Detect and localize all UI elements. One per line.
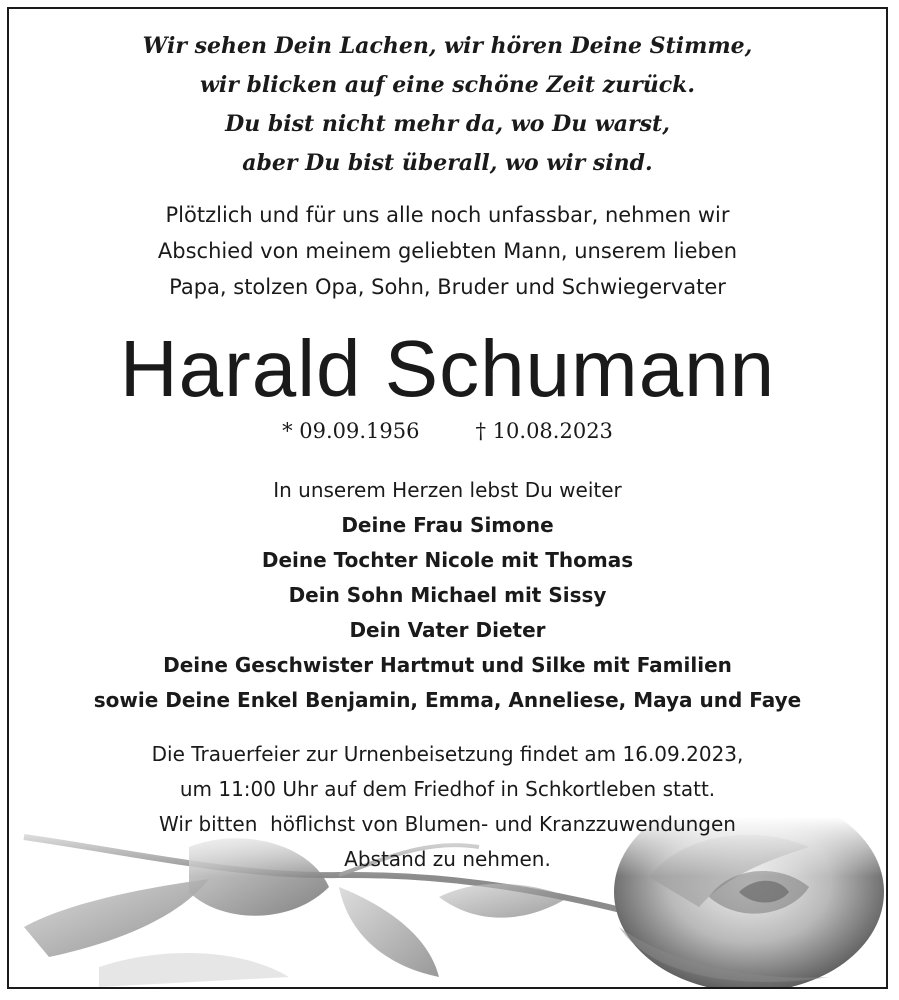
- announcement-line: Papa, stolzen Opa, Sohn, Bruder und Schwiegervater: [169, 275, 726, 299]
- mourner-entry: Deine Frau Simone: [341, 513, 554, 537]
- funeral-line: Abstand zu nehmen.: [344, 847, 551, 871]
- funeral-line: Wir bitten höflichst von Blumen- und Kranzzuwendungen: [159, 812, 736, 836]
- deceased-name: Harald Schumann: [119, 324, 776, 413]
- poem-line: Wir sehen Dein Lachen, wir hören Deine Stimme,: [142, 33, 753, 59]
- life-dates: [9, 413, 886, 449]
- poem-line: aber Du bist überall, wo wir sind.: [242, 150, 653, 176]
- announcement-text: [9, 197, 886, 305]
- obituary-notice: [7, 7, 888, 989]
- mourner-entry: sowie Deine Enkel Benjamin, Emma, Anneliese, Maya und Faye: [93, 688, 802, 712]
- announcement-line: Plötzlich und für uns alle noch unfassbar, nehmen wir: [165, 203, 730, 227]
- announcement-line: Abschied von meinem geliebten Mann, unserem lieben: [157, 239, 738, 263]
- poem-line: Du bist nicht mehr da, wo Du warst,: [225, 111, 670, 137]
- poem-line: wir blicken auf eine schöne Zeit zurück.: [199, 72, 696, 98]
- mourner-entry: Deine Geschwister Hartmut und Silke mit Familien: [163, 653, 732, 677]
- memorial-poem: [9, 27, 886, 183]
- funeral-line: Die Trauerfeier zur Urnenbeisetzung findet am 16.09.2023,: [151, 742, 744, 766]
- mourner-entry: Deine Tochter Nicole mit Thomas: [261, 548, 634, 572]
- mourner-entry: Dein Sohn Michael mit Sissy: [288, 583, 607, 607]
- mourner-entry: Dein Vater Dieter: [349, 618, 546, 642]
- mourners-list: [9, 473, 886, 718]
- mourners-lead: In unserem Herzen lebst Du weiter: [273, 478, 622, 502]
- death-date: † 10.08.2023: [475, 419, 613, 443]
- funeral-line: um 11:00 Uhr auf dem Friedhof in Schkortleben statt.: [179, 777, 716, 801]
- birth-date: * 09.09.1956: [282, 419, 420, 443]
- funeral-details: [9, 737, 886, 877]
